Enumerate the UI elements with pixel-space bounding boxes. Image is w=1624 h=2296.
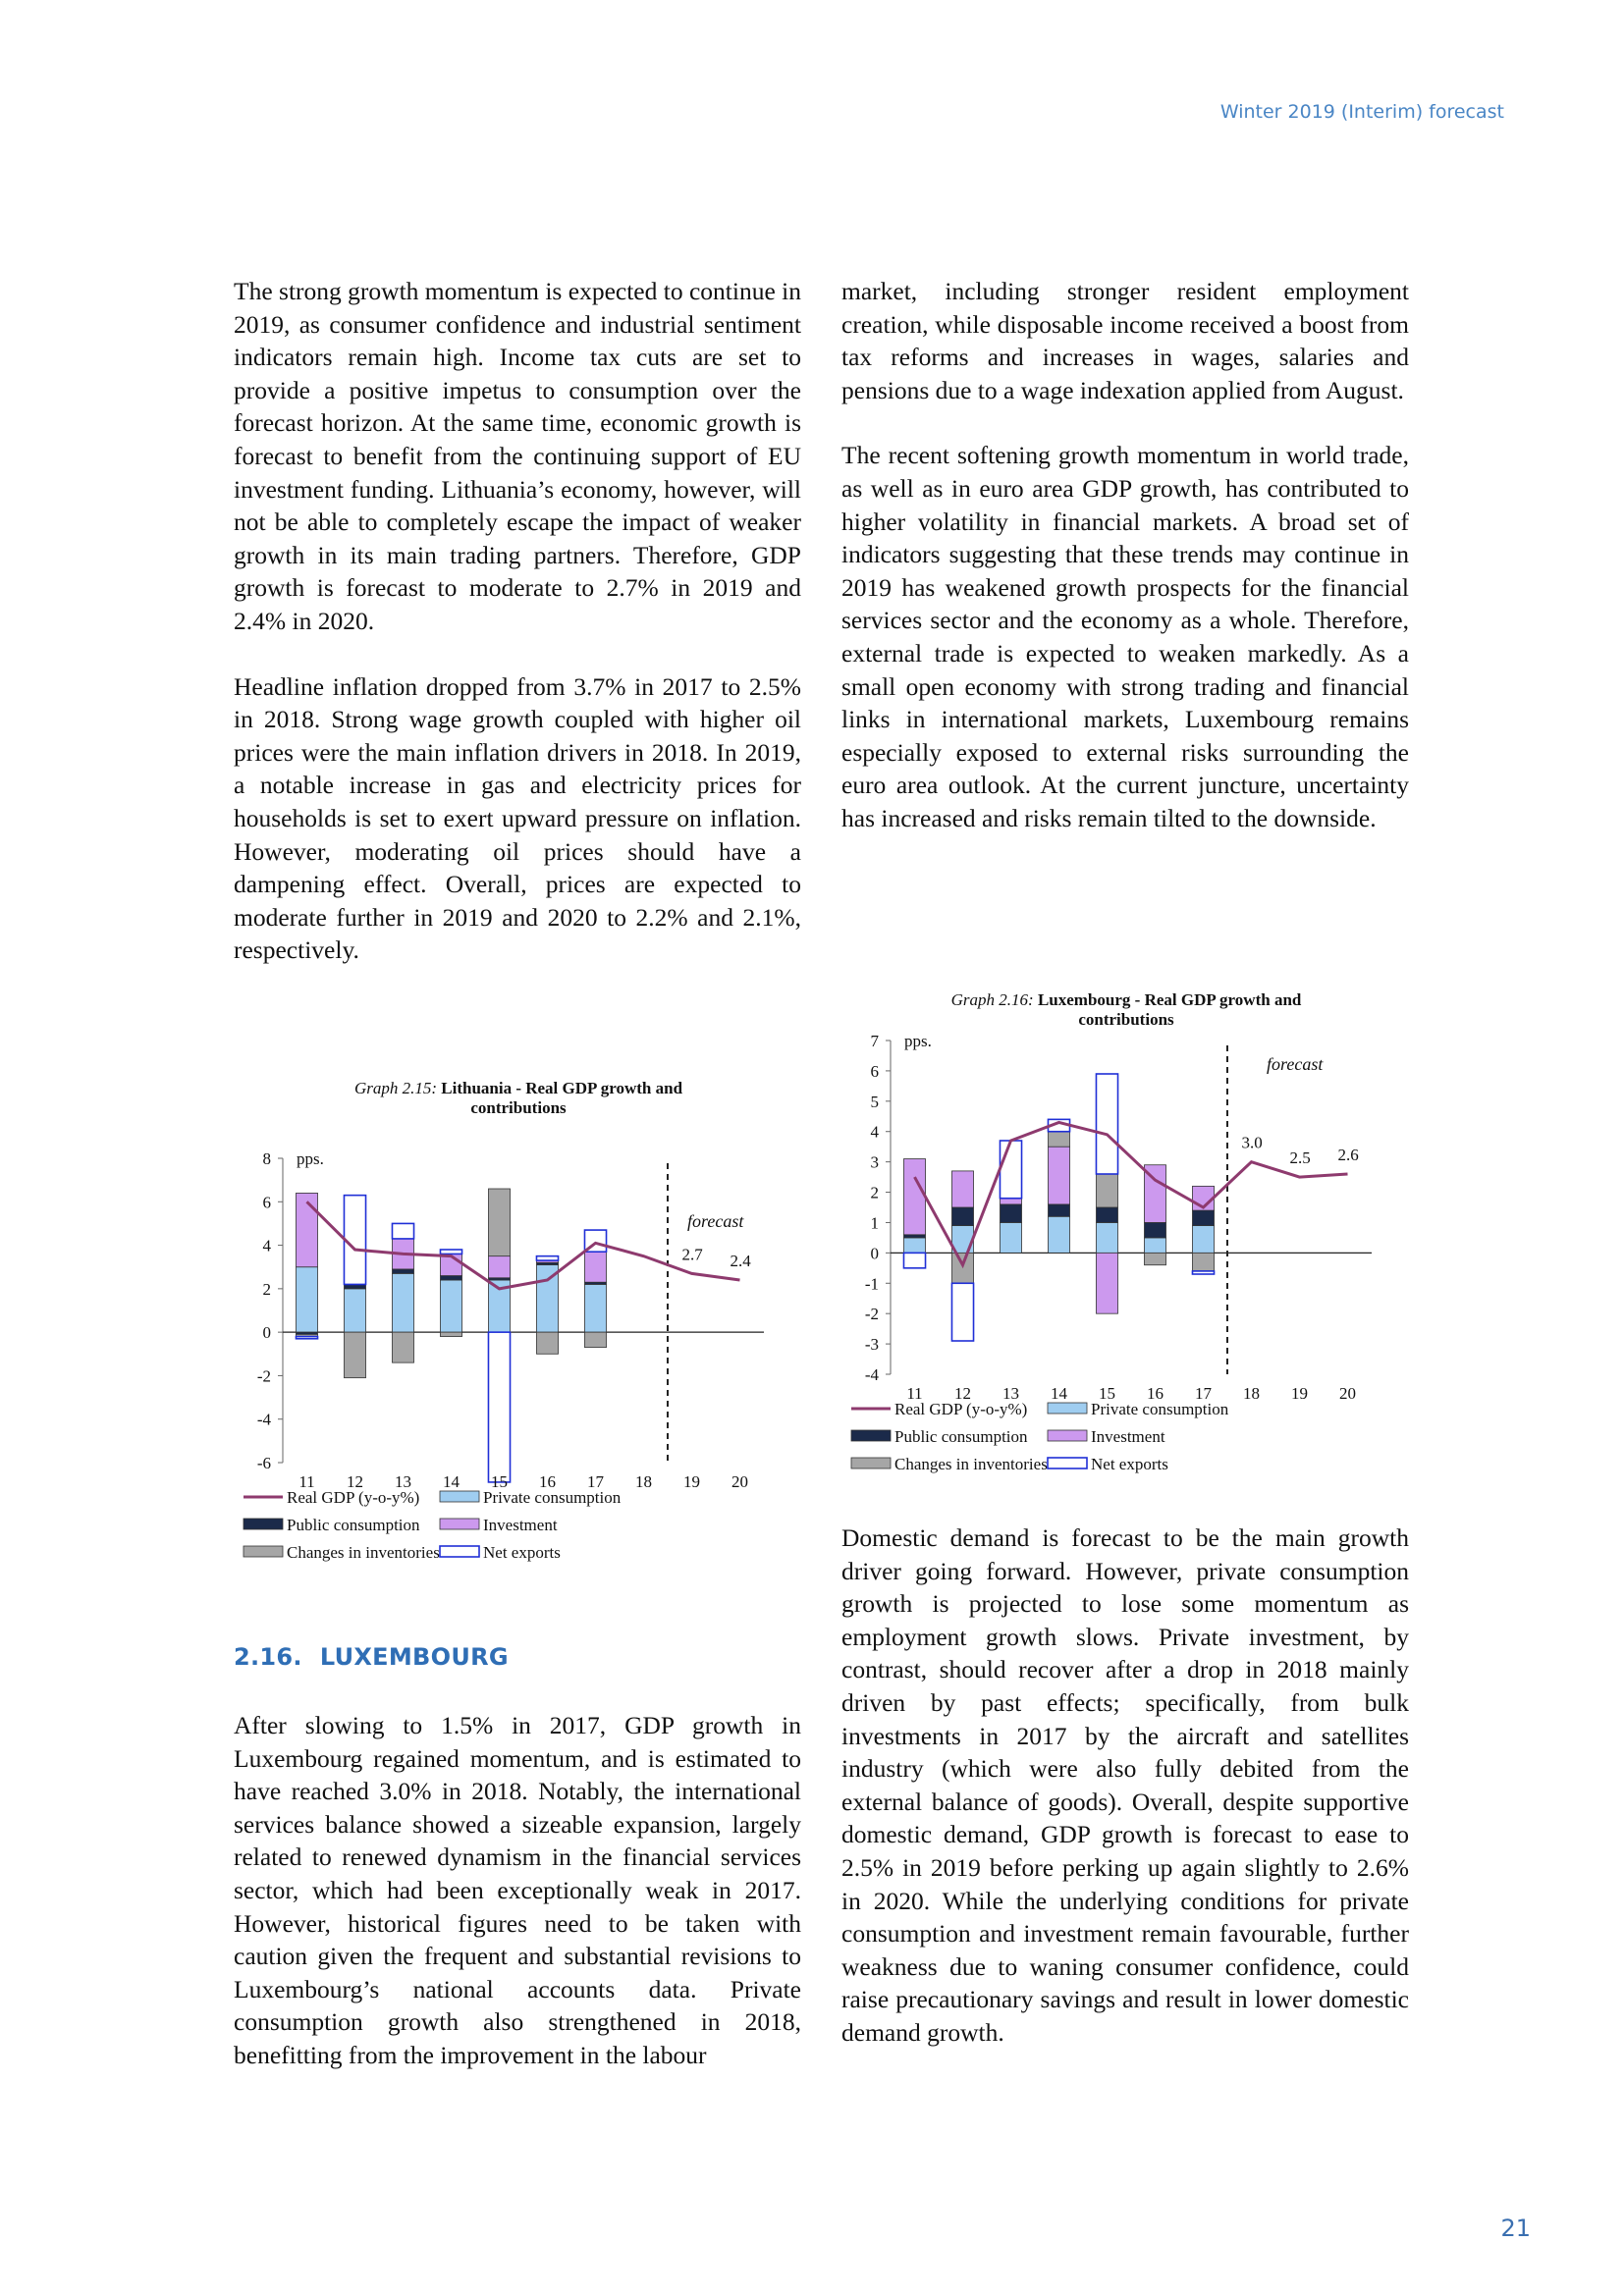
public-consumption-bar bbox=[1000, 1204, 1021, 1223]
chart-title-line2: contributions bbox=[470, 1098, 567, 1117]
y-tick-label: 4 bbox=[262, 1236, 271, 1255]
x-tick-label: 11 bbox=[298, 1472, 315, 1491]
y-tick-label: 5 bbox=[870, 1092, 879, 1111]
x-tick-label: 13 bbox=[395, 1472, 411, 1491]
legend-label: Real GDP (y-o-y%) bbox=[894, 1400, 1028, 1418]
legend-label: Public consumption bbox=[894, 1427, 1028, 1446]
x-tick-label: 17 bbox=[587, 1472, 604, 1491]
x-tick-label: 15 bbox=[491, 1472, 508, 1491]
real-gdp-line bbox=[915, 1122, 1348, 1264]
paragraph: Headline inflation dropped from 3.7% in 2017 to 2.5% in 2018. Strong wage growth coupled with higher oil prices were the main inflation drivers in 2018. In 2019, a notable increase in gas and electricity prices for households is set to exert upward pressure on inflation. However, moderating oil prices should have a dampening effect. Overall, prices are expected to moderate further in 2019 and 2020 to 2.2% and 2.1%, respectively. bbox=[234, 671, 801, 965]
value-label: 3.0 bbox=[1241, 1133, 1263, 1152]
section-title: LUXEMBOURG bbox=[319, 1643, 509, 1671]
y-tick-label: 6 bbox=[262, 1193, 271, 1212]
legend-label: Changes in inventories bbox=[894, 1455, 1048, 1473]
net-exports-bar bbox=[1192, 1271, 1214, 1274]
x-tick-label: 16 bbox=[539, 1472, 556, 1491]
changes-in-inventories-bar bbox=[1048, 1132, 1069, 1147]
legend-label: Net exports bbox=[1091, 1455, 1168, 1473]
net-exports-bar bbox=[392, 1223, 413, 1239]
y-tick-label: 2 bbox=[262, 1279, 271, 1299]
y-tick-label: -4 bbox=[864, 1365, 879, 1384]
public-consumption-bar bbox=[1192, 1210, 1214, 1225]
luxembourg-gdp-chart bbox=[841, 982, 1411, 1492]
y-tick-label: 0 bbox=[870, 1244, 879, 1263]
legend-swatch bbox=[851, 1458, 891, 1468]
unit-label: pps. bbox=[904, 1032, 932, 1050]
public-consumption-bar bbox=[1144, 1222, 1165, 1237]
y-tick-label: -2 bbox=[864, 1305, 879, 1324]
x-tick-label: 12 bbox=[954, 1384, 971, 1403]
private-consumption-bar bbox=[296, 1267, 317, 1332]
y-tick-label: -4 bbox=[256, 1410, 271, 1429]
private-consumption-bar bbox=[344, 1289, 365, 1332]
x-tick-label: 18 bbox=[635, 1472, 652, 1491]
net-exports-bar bbox=[344, 1196, 365, 1285]
y-tick-label: 3 bbox=[870, 1152, 879, 1172]
y-tick-label: 0 bbox=[262, 1323, 271, 1343]
legend-label: Private consumption bbox=[1091, 1400, 1229, 1418]
legend-swatch bbox=[244, 1546, 283, 1557]
chart-title-prefix: Graph 2.16: bbox=[950, 990, 1038, 1009]
paragraph: After slowing to 1.5% in 2017, GDP growth in Luxembourg regained momentum, and is estimated to have reached 3.0% in 2018. Notably, the international services balance showed a sizeable expansion, largely related to renewed dynamism in the financial services sector, which had been exceptionally weak in 2017. However, historical figures need to be taken with caution given the frequent and substantial revisions to Luxembourg’s national accounts data. Private consumption growth also strengthened in 2018, benefitting from the improvement in the labour bbox=[234, 1711, 801, 2069]
x-tick-label: 20 bbox=[731, 1472, 748, 1491]
right-column-lower bbox=[841, 1522, 1409, 2082]
legend-swatch bbox=[440, 1546, 479, 1557]
private-consumption-bar bbox=[903, 1238, 925, 1253]
y-tick-label: 7 bbox=[870, 1032, 879, 1050]
y-tick-label: -1 bbox=[864, 1274, 879, 1294]
public-consumption-bar bbox=[903, 1235, 925, 1238]
investment-bar bbox=[296, 1193, 317, 1266]
lithuania-gdp-chart bbox=[234, 1070, 803, 1590]
chart-title-line1: Lithuania - Real GDP growth and bbox=[441, 1079, 683, 1097]
legend-swatch bbox=[1048, 1458, 1087, 1468]
legend-swatch bbox=[851, 1430, 891, 1441]
private-consumption-bar bbox=[392, 1273, 413, 1332]
left-column bbox=[234, 275, 801, 999]
public-consumption-bar bbox=[392, 1269, 413, 1273]
investment-bar bbox=[584, 1252, 606, 1282]
chart-title-line2: contributions bbox=[1078, 1010, 1174, 1029]
x-tick-label: 18 bbox=[1243, 1384, 1260, 1403]
legend-label: Investment bbox=[483, 1516, 558, 1534]
value-label: 2.4 bbox=[730, 1252, 751, 1270]
legend-swatch bbox=[244, 1519, 283, 1529]
x-tick-label: 14 bbox=[1051, 1384, 1067, 1403]
net-exports-bar bbox=[296, 1337, 317, 1339]
investment-bar bbox=[488, 1256, 510, 1278]
changes-in-inventories-bar bbox=[344, 1332, 365, 1378]
x-tick-label: 19 bbox=[1291, 1384, 1308, 1403]
public-consumption-bar bbox=[951, 1207, 973, 1226]
value-label: 2.5 bbox=[1289, 1148, 1311, 1168]
investment-bar bbox=[1048, 1147, 1069, 1204]
unit-label: pps. bbox=[297, 1149, 324, 1168]
public-consumption-bar bbox=[1096, 1207, 1117, 1222]
x-tick-label: 13 bbox=[1002, 1384, 1019, 1403]
right-column bbox=[841, 275, 1409, 868]
x-tick-label: 12 bbox=[347, 1472, 363, 1491]
legend-swatch bbox=[440, 1491, 479, 1502]
luxembourg-text bbox=[234, 1709, 801, 2105]
public-consumption-bar bbox=[1048, 1204, 1069, 1216]
private-consumption-bar bbox=[440, 1280, 461, 1332]
x-tick-label: 11 bbox=[906, 1384, 923, 1403]
paragraph: The recent softening growth momentum in world trade, as well as in euro area GDP growth, has contributed to higher volatility in financial markets. A broad set of indicators suggesting that these trends may continue in 2019 has weakened growth prospects for the financial services sector and the economy as a whole. Therefore, external trade is expected to weaken markedly. As a small open economy with strong trading and financial links in international markets, Luxembourg remains especially exposed to external risks surrounding the euro area outlook. At the current juncture, uncertainty has increased and risks remain tilted to the downside. bbox=[841, 441, 1409, 832]
investment-bar bbox=[1000, 1199, 1021, 1204]
changes-in-inventories-bar bbox=[536, 1332, 558, 1354]
changes-in-inventories-bar bbox=[1192, 1253, 1214, 1271]
y-tick-label: -2 bbox=[256, 1366, 271, 1386]
x-tick-label: 16 bbox=[1147, 1384, 1164, 1403]
net-exports-bar bbox=[440, 1250, 461, 1254]
legend-swatch bbox=[1048, 1430, 1087, 1441]
net-exports-bar bbox=[951, 1283, 973, 1341]
y-tick-label: -6 bbox=[256, 1454, 271, 1472]
changes-in-inventories-bar bbox=[440, 1332, 461, 1336]
y-tick-label: 4 bbox=[870, 1122, 879, 1142]
section-number: 2.16. bbox=[234, 1643, 302, 1671]
private-consumption-bar bbox=[1096, 1222, 1117, 1253]
y-tick-label: -3 bbox=[864, 1335, 879, 1355]
private-consumption-bar bbox=[1192, 1226, 1214, 1254]
private-consumption-bar bbox=[1048, 1216, 1069, 1253]
investment-bar bbox=[1096, 1253, 1117, 1313]
private-consumption-bar bbox=[584, 1284, 606, 1332]
net-exports-bar bbox=[1096, 1074, 1117, 1174]
investment-bar bbox=[903, 1159, 925, 1235]
x-tick-label: 20 bbox=[1339, 1384, 1356, 1403]
chart-title-prefix: Graph 2.15: bbox=[353, 1079, 442, 1097]
x-tick-label: 19 bbox=[683, 1472, 700, 1491]
changes-in-inventories-bar bbox=[392, 1332, 413, 1362]
legend-label: Private consumption bbox=[483, 1488, 622, 1507]
x-tick-label: 15 bbox=[1099, 1384, 1115, 1403]
net-exports-bar bbox=[1000, 1141, 1021, 1199]
private-consumption-bar bbox=[1144, 1238, 1165, 1253]
legend-label: Changes in inventories bbox=[287, 1543, 440, 1562]
changes-in-inventories-bar bbox=[1144, 1253, 1165, 1264]
forecast-label: forecast bbox=[1267, 1054, 1324, 1074]
changes-in-inventories-bar bbox=[584, 1332, 606, 1348]
real-gdp-line bbox=[307, 1201, 740, 1289]
value-label: 2.7 bbox=[681, 1245, 703, 1264]
chart-title-line1: Luxembourg - Real GDP growth and bbox=[1037, 990, 1302, 1009]
chart-title bbox=[951, 990, 1302, 1009]
paragraph: The strong growth momentum is expected to continue in 2019, as consumer confidence and industrial sentiment indicators remain high. Income tax cuts are set to provide a positive impetus to consumption over the forecast horizon. At the same time, economic growth is forecast to benefit from the continuing support of EU investment funding. Lithuania’s economy, however, will not be able to completely escape the impact of weaker growth in its main trading partners. Therefore, GDP growth is forecast to moderate to 2.7% in 2019 and 2.4% in 2020. bbox=[234, 277, 801, 635]
page-number: 21 bbox=[1500, 2215, 1531, 2242]
forecast-label: forecast bbox=[687, 1211, 744, 1231]
y-tick-label: 1 bbox=[870, 1213, 879, 1233]
legend-label: Investment bbox=[1091, 1427, 1165, 1446]
changes-in-inventories-bar bbox=[488, 1189, 510, 1256]
legend-label: Public consumption bbox=[287, 1516, 420, 1534]
investment-bar bbox=[951, 1171, 973, 1207]
private-consumption-bar bbox=[1000, 1222, 1021, 1253]
net-exports-bar bbox=[488, 1332, 510, 1482]
net-exports-bar bbox=[536, 1256, 558, 1260]
legend-label: Real GDP (y-o-y%) bbox=[287, 1488, 420, 1507]
legend-swatch bbox=[1048, 1403, 1087, 1414]
x-tick-label: 17 bbox=[1195, 1384, 1212, 1403]
x-tick-label: 14 bbox=[443, 1472, 460, 1491]
value-label: 2.6 bbox=[1337, 1146, 1359, 1164]
public-consumption-bar bbox=[440, 1276, 461, 1280]
running-header: Winter 2019 (Interim) forecast bbox=[1219, 101, 1504, 123]
y-tick-label: 8 bbox=[262, 1149, 271, 1168]
y-tick-label: 6 bbox=[870, 1061, 879, 1081]
net-exports-bar bbox=[903, 1253, 925, 1267]
chart-title bbox=[354, 1079, 683, 1097]
legend-swatch bbox=[440, 1519, 479, 1529]
paragraph: Domestic demand is forecast to be the main growth driver going forward. However, private consumption growth is projected to lose some momentum as employment growth slows. Private investment, by contrast, should recover after a drop in 2018 mainly driven by past effects; specifically, from bulk investments in 2017 by the aircraft and satellites industry (which were also fully debited from the external balance of goods). Overall, despite supportive domestic demand, GDP growth is forecast to ease to 2.5% in 2019 before perking up again slightly to 2.6% in 2020. While the underlying conditions for private consumption and investment remain favourable, further weakness due to waning consumer confidence, could raise precautionary savings and result in lower domestic demand growth. bbox=[841, 1523, 1409, 2047]
paragraph: market, including stronger resident employment creation, while disposable income received a boost from tax reforms and increases in wages, salaries and pensions due to a wage indexation applied from August. bbox=[841, 277, 1409, 404]
y-tick-label: 2 bbox=[870, 1183, 879, 1202]
legend-label: Net exports bbox=[483, 1543, 561, 1562]
changes-in-inventories-bar bbox=[1096, 1174, 1117, 1207]
section-heading bbox=[234, 1643, 509, 1671]
